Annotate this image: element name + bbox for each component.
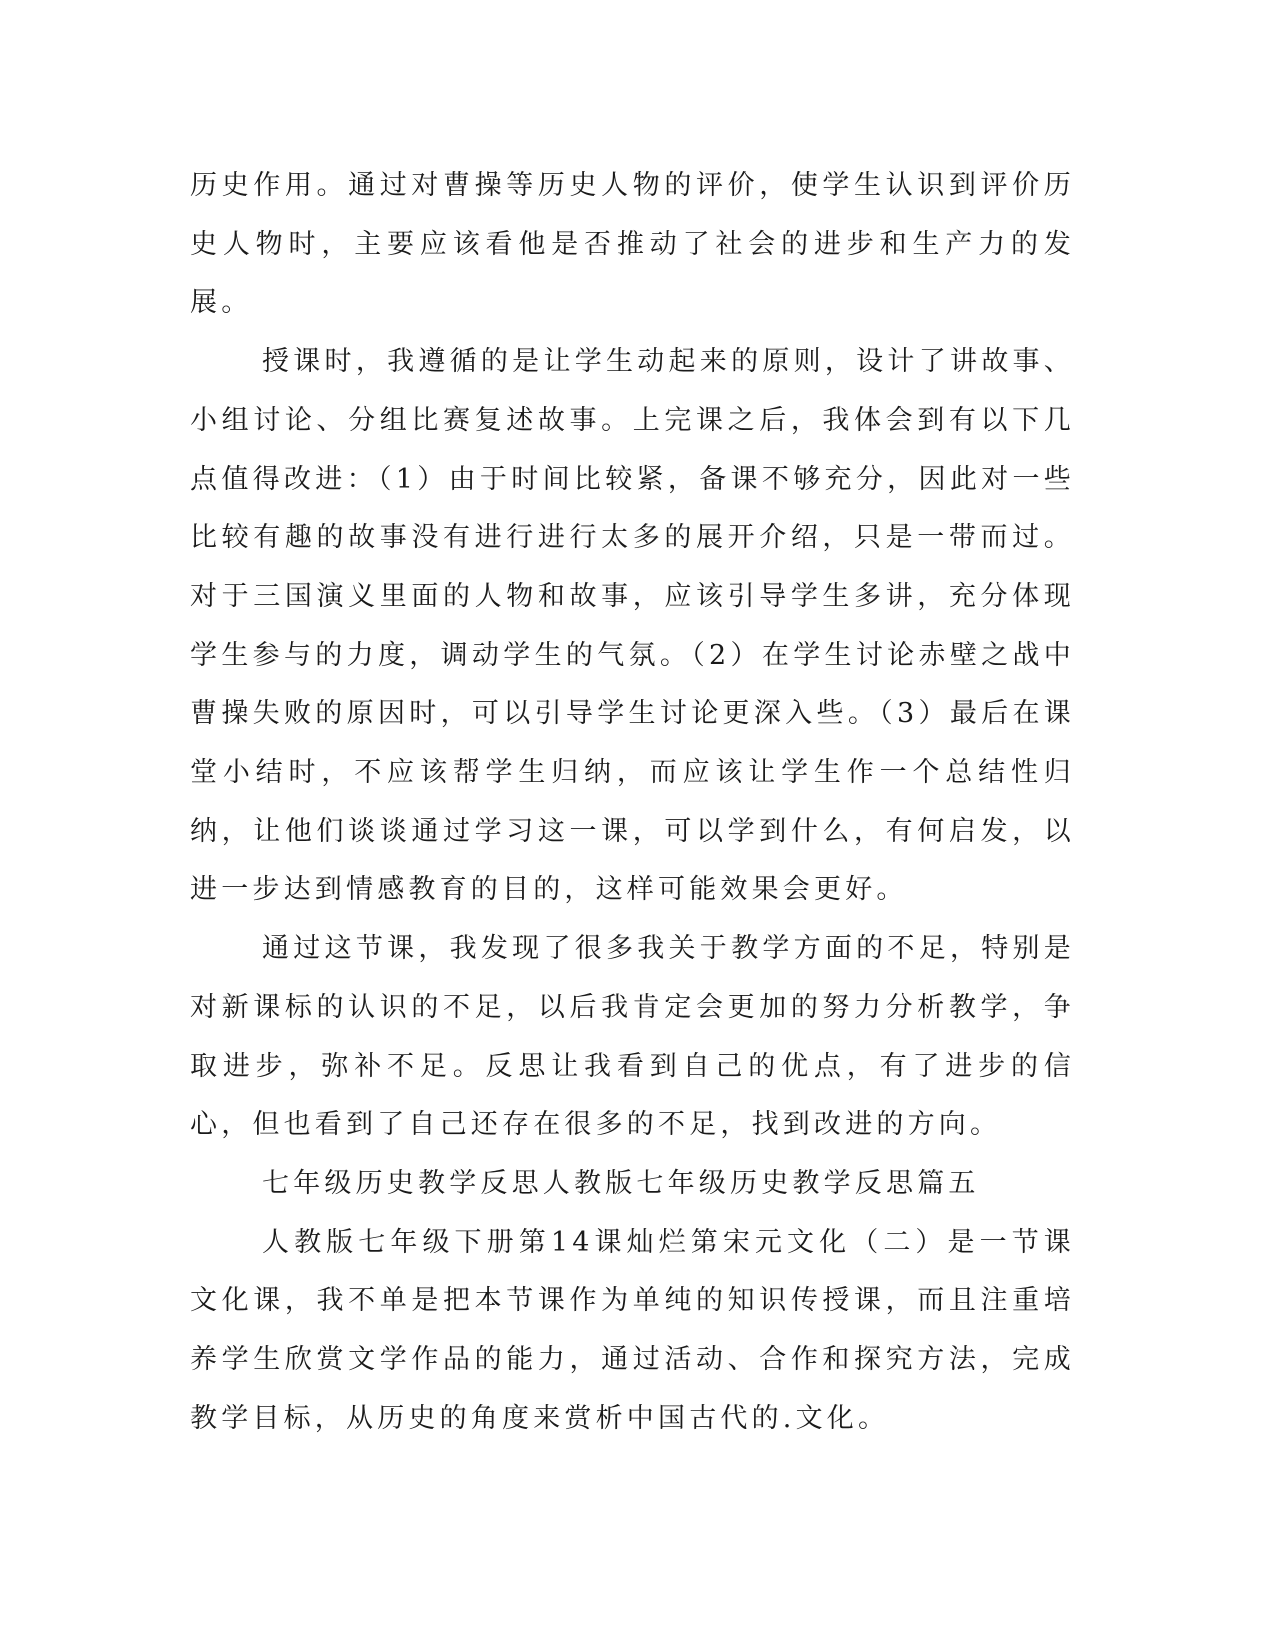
paragraph-teaching-reflection: 授课时，我遵循的是让学生动起来的原则，设计了讲故事、小组讨论、分组比赛复述故事。上完课之后，我体会到有以下几点值得改进：（1）由于时间比较紧，备课不够充分，因此对一些比较有趣的故事没有进行进行太多的展开介绍，只是一带而过。对于三国演义里面的人物和故事，应该引导学生多讲，充分体现学生参与的力度，调动学生的气氛。（2）在学生讨论赤壁之战中曹操失败的原因时，可以引导学生讨论更深入些。（3）最后在课堂小结时，不应该帮学生归纳，而应该让学生作一个总结性归纳，让他们谈谈通过学习这一课，可以学到什么，有何启发，以进一步达到情感教育的目的，这样可能效果会更好。 — [190, 346, 1075, 906]
paragraph-lesson-14: 人教版七年级下册第14课灿烂第宋元文化（二）是一节课文化课，我不单是把本节课作为单纯的知识传授课，而且注重培养学生欣赏文学作品的能力，通过活动、合作和探究方法，完成教学目标，从历史的角度来赏析中国古代的.文化。 — [190, 1226, 1075, 1434]
paragraph-shortcomings: 通过这节课，我发现了很多我关于教学方面的不足，特别是对新课标的认识的不足，以后我肯定会更加的努力分析教学，争取进步，弥补不足。反思让我看到自己的优点，有了进步的信心，但也看到了自己还存在很多的不足，找到改进的方向。 — [190, 933, 1075, 1141]
paragraph-history-role: 历史作用。通过对曹操等历史人物的评价，使学生认识到评价历史人物时，主要应该看他是否推动了社会的进步和生产力的发展。 — [190, 170, 1075, 319]
section-heading: 七年级历史教学反思人教版七年级历史教学反思篇五 — [262, 1167, 980, 1199]
document-body — [190, 157, 1075, 1448]
